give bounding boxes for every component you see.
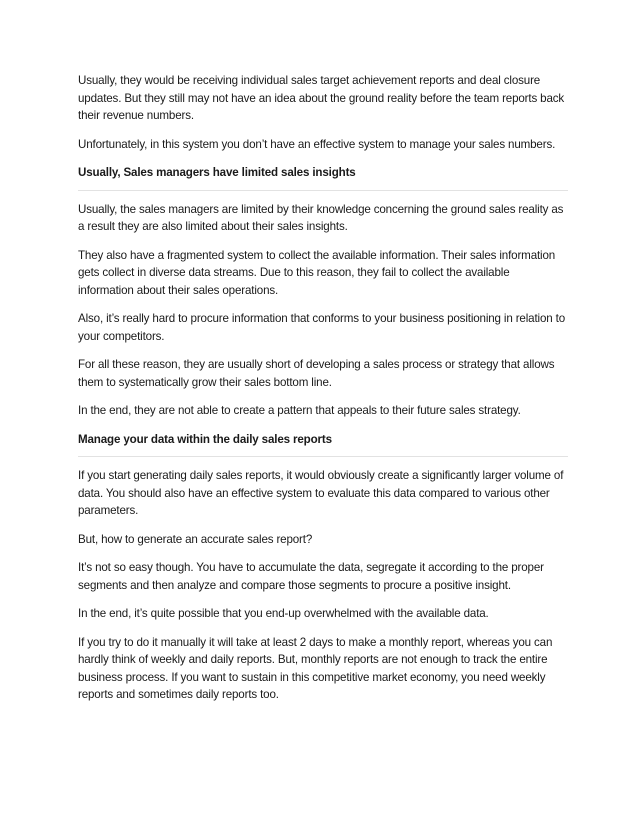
paragraph: It’s not so easy though. You have to accumulate the data, segregate it according to the proper segments and then analyze and compare those segments to procure a positive insight. (78, 561, 544, 592)
section-heading: Usually, Sales managers have limited sales insights (78, 166, 356, 179)
paragraph: For all these reason, they are usually short of developing a sales process or strategy that allows them to systematically grow their sales bottom line. (78, 358, 555, 389)
paragraph: Also, it’s really hard to procure information that conforms to your business positioning in relation to your competitors. (78, 312, 565, 343)
paragraph: If you try to do it manually it will take at least 2 days to make a monthly report, whereas you can hardly think of weekly and daily reports. But, monthly reports are not enough to track the entire business process. If you want to sustain in this competitive market economy, you need weekly reports and sometimes daily reports too. (78, 635, 553, 701)
section-heading: Manage your data within the daily sales reports (78, 432, 332, 446)
paragraph: In the end, they are not able to create a pattern that appeals to their future sales strategy. (78, 404, 521, 417)
paragraph: In the end, it’s quite possible that you end-up overwhelmed with the available data. (78, 607, 489, 620)
section-divider (78, 456, 568, 457)
paragraph: But, how to generate an accurate sales report? (78, 532, 313, 546)
paragraph: Usually, they would be receiving individual sales target achievement reports and deal closure updates. But they still may not have an idea about the ground reality before the team reports back their revenue numbers. (78, 74, 565, 122)
paragraph: Unfortunately, in this system you don’t have an effective system to manage your sales numbers. (78, 137, 556, 151)
paragraph: Usually, the sales managers are limited by their knowledge concerning the ground sales reality as a result they are also limited about their sales insights. (78, 202, 564, 233)
section-divider (78, 190, 568, 191)
paragraph: They also have a fragmented system to collect the available information. Their sales information gets collect in diverse data streams. Due to this reason, they fail to collect the available information about their sales operations. (78, 248, 556, 297)
document-page (78, 72, 568, 704)
paragraph: If you start generating daily sales reports, it would obviously create a significantly larger volume of data. You should also have an effective system to evaluate this data compared to various other parameters. (78, 469, 564, 517)
